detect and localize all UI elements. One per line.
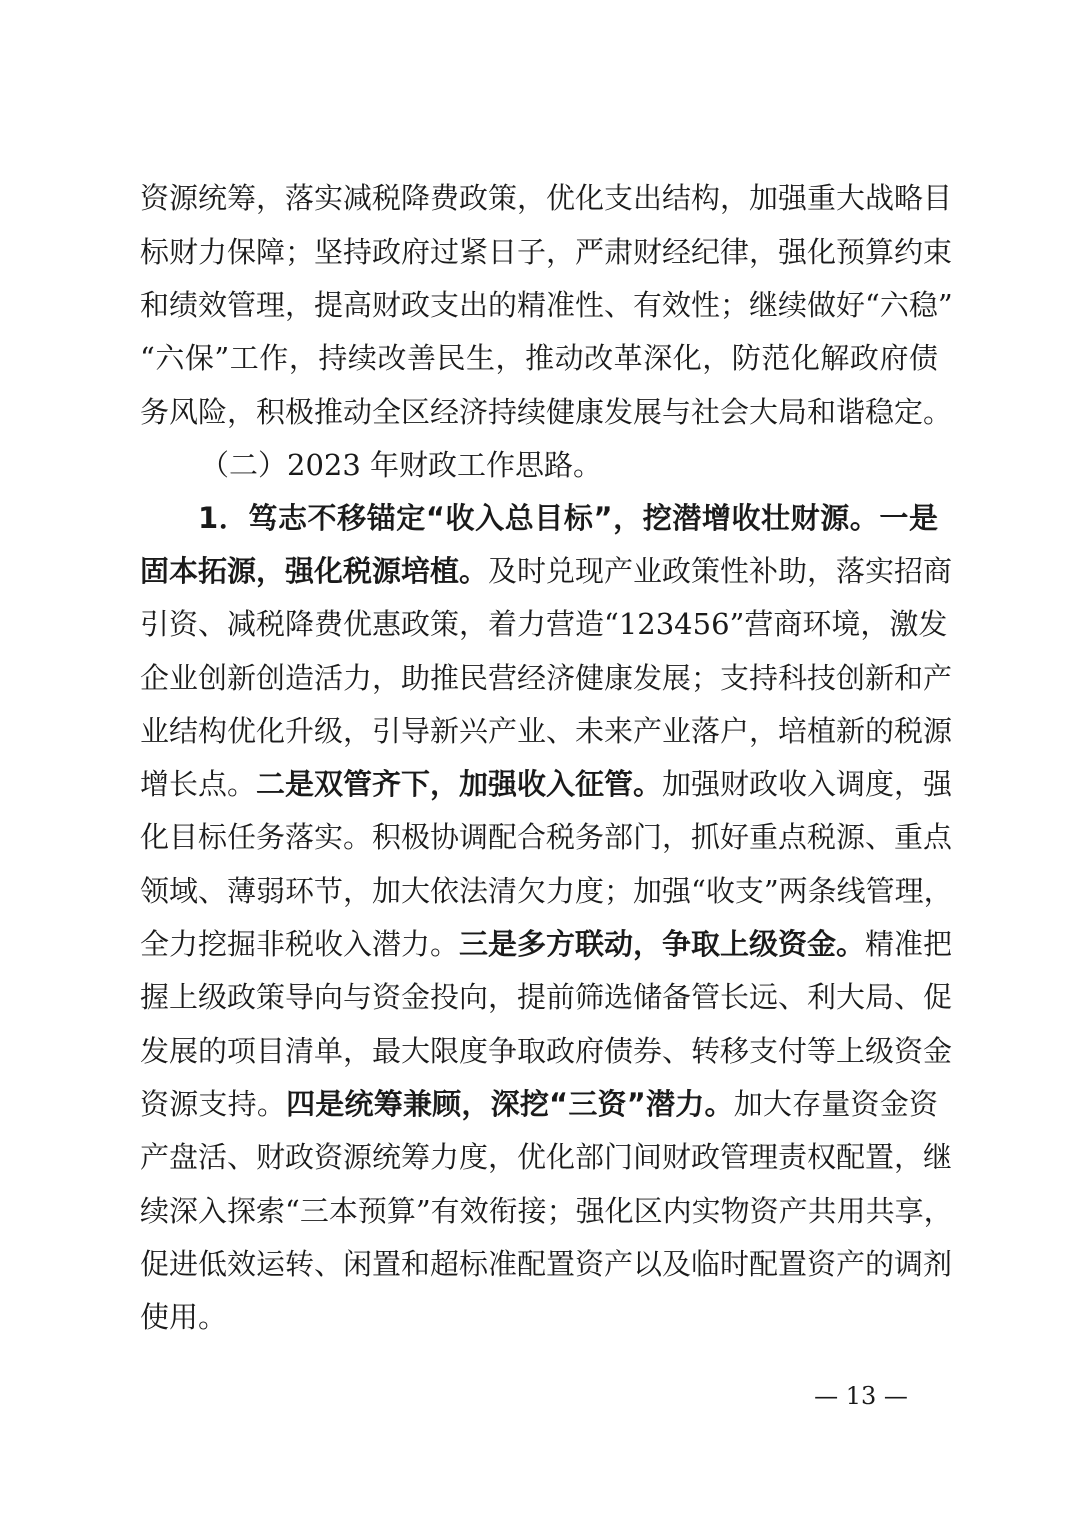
- paragraph-1-line-2: 标财力保障；坚持政府过紧日子，严肃财经纪律，强化预算约束: [140, 235, 953, 269]
- paragraph-2-line-16: 使用。: [140, 1300, 228, 1334]
- paragraph-2-line-8: 领域、薄弱环节，加大依法清欠力度；加强“收支”两条线管理，: [140, 874, 953, 908]
- text-run: 及时兑现产业政策性补助，落实招商: [488, 554, 953, 588]
- bold-lead-1: 固本拓源，强化税源培植。: [140, 554, 489, 588]
- page-number: — 13 —: [814, 1382, 908, 1410]
- paragraph-2-line-10: 握上级政策导向与资金投向，提前筛选储备管长远、利大局、促: [140, 980, 953, 1014]
- bold-lead-4: 四是统筹兼顾，深挖“三资”潜力。: [286, 1087, 734, 1121]
- paragraph-2-line-4: 企业创新创造活力，助推民营经济健康发展；支持科技创新和产: [140, 661, 953, 695]
- text-run: 资源支持。: [140, 1087, 287, 1121]
- paragraph-2-line-9: [140, 924, 953, 964]
- text-run: 加大存量资金资: [733, 1087, 938, 1121]
- paragraph-2-line-6: [140, 764, 953, 804]
- paragraph-2-line-5: 业结构优化升级，引导新兴产业、未来产业落户，培植新的税源: [140, 714, 953, 748]
- text-run: 全力挖掘非税收入潜力。: [140, 927, 460, 961]
- text-run: 加强财政收入调度，强: [662, 767, 953, 801]
- paragraph-2-line-2: [140, 551, 953, 591]
- paragraph-2-line-13: 产盘活、财政资源统筹力度，优化部门间财政管理责权配置，继: [140, 1140, 953, 1174]
- paragraph-2-line-7: 化目标任务落实。积极协调配合税务部门，抓好重点税源、重点: [140, 820, 953, 854]
- paragraph-1-line-1: 资源统筹，落实减税降费政策，优化支出结构，加强重大战略目: [140, 181, 953, 215]
- paragraph-2-line-1: 1．笃志不移锚定“收入总目标”，挖潜增收壮财源。一是: [198, 501, 938, 535]
- text-run: 增长点。: [140, 767, 257, 801]
- paragraph-2-line-14: 续深入探索“三本预算”有效衔接；强化区内实物资产共用共享，: [140, 1194, 953, 1228]
- text-run: 精准把: [865, 927, 953, 961]
- paragraph-1-line-5: 务风险，积极推动全区经济持续健康发展与社会大局和谐稳定。: [140, 395, 953, 429]
- section-heading: （二）2023 年财政工作思路。: [200, 448, 603, 482]
- paragraph-1-line-4: “六保”工作，持续改善民生，推动改革深化，防范化解政府债: [140, 341, 938, 375]
- paragraph-2-line-11: 发展的项目清单，最大限度争取政府债券、转移支付等上级资金: [140, 1034, 953, 1068]
- paragraph-2-line-12: [140, 1084, 938, 1124]
- paragraph-1-line-3: 和绩效管理，提高财政支出的精准性、有效性；继续做好“六稳”: [140, 288, 953, 322]
- bold-lead-2: 二是双管齐下，加强收入征管。: [256, 767, 663, 801]
- paragraph-2-line-3: 引资、减税降费优惠政策，着力营造“123456”营商环境，激发: [140, 607, 948, 641]
- paragraph-2-line-15: 促进低效运转、闲置和超标准配置资产以及临时配置资产的调剂: [140, 1247, 953, 1281]
- bold-lead-3: 三是多方联动，争取上级资金。: [459, 927, 866, 961]
